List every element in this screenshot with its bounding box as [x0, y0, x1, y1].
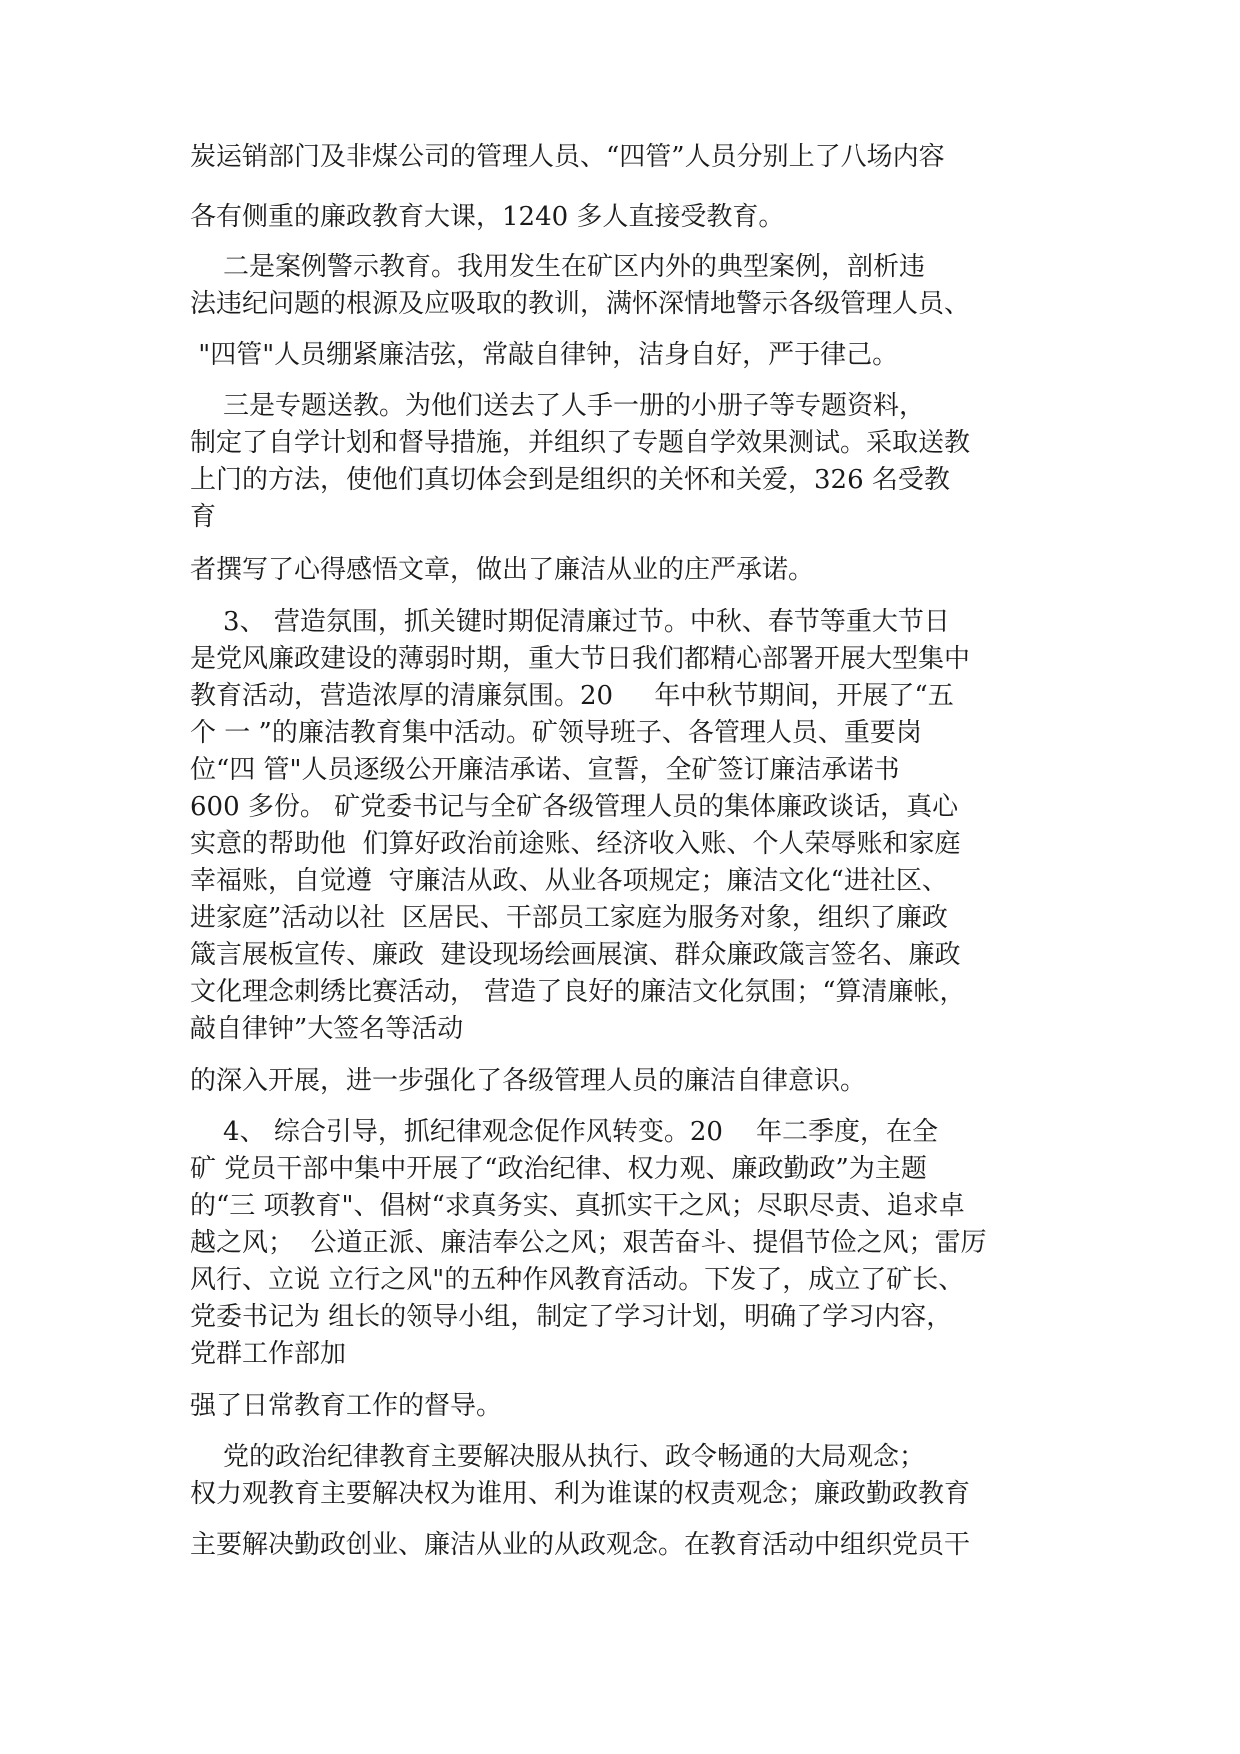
- text-line: 风行、立说 立行之风"的五种作风教育活动。下发了，成立了矿长、: [190, 1265, 965, 1295]
- text-line: 党委书记为 组长的领导小组，制定了学习计划，明确了学习内容，: [190, 1302, 953, 1332]
- text-line: 实意的帮助他 们算好政治前途账、经济收入账、个人荣辱账和家庭: [190, 829, 961, 859]
- text-line: 法违纪问题的根源及应吸取的教训，满怀深情地警示各级管理人员、: [190, 289, 971, 319]
- text-line: 育: [190, 502, 217, 532]
- text-line: 权力观教育主要解决权为谁用、利为谁谋的权责观念；廉政勤政教育: [190, 1479, 971, 1509]
- text-line: 的“三 项教育"、倡树“求真务实、真抓实干之风；尽职尽责、追求卓: [190, 1191, 965, 1221]
- text-line: 者撰写了心得感悟文章，做出了廉洁从业的庄严承诺。: [190, 555, 815, 585]
- text-line: 600 多份。 矿党委书记与全矿各级管理人员的集体廉政谈话，真心: [190, 792, 959, 822]
- text-line: 4、 综合引导，抓纪律观念促作风转变。20 年二季度，在全: [190, 1117, 939, 1147]
- text-line: 矿 党员干部中集中开展了“政治纪律、权力观、廉政勤政”为主题: [190, 1154, 927, 1184]
- text-line: 个 一 ”的廉洁教育集中活动。矿领导班子、各管理人员、重要岗: [190, 718, 922, 748]
- text-line: 各有侧重的廉政教育大课，1240 多人直接受教育。: [190, 202, 785, 232]
- text-line: 教育活动，营造浓厚的清廉氛围。20 年中秋节期间，开展了“五: [190, 681, 954, 711]
- text-line: 的深入开展，进一步强化了各级管理人员的廉洁自律意识。: [190, 1066, 867, 1096]
- text-line: 敲自律钟”大签名等活动: [190, 1014, 464, 1044]
- text-line: 箴言展板宣传、廉政 建设现场绘画展演、群众廉政箴言签名、廉政: [190, 940, 961, 970]
- text-line: 越之风； 公道正派、廉洁奉公之风；艰苦奋斗、提倡节俭之风；雷厉: [190, 1228, 987, 1258]
- text-line: 党群工作部加: [190, 1339, 347, 1369]
- text-line: 3、 营造氛围，抓关键时期促清廉过节。中秋、春节等重大节日: [190, 607, 950, 637]
- text-line: 主要解决勤政创业、廉洁从业的从政观念。在教育活动中组织党员干: [190, 1530, 971, 1560]
- text-line: 是党风廉政建设的薄弱时期，重大节日我们都精心部署开展大型集中: [190, 644, 971, 674]
- text-line: 党的政治纪律教育主要解决服从执行、政令畅通的大局观念；: [190, 1442, 926, 1472]
- text-line: 进家庭”活动以社 区居民、干部员工家庭为服务对象，组织了廉政: [190, 903, 948, 933]
- text-line: 强了日常教育工作的督导。: [190, 1391, 503, 1421]
- text-line: 位“四 管"人员逐级公开廉洁承诺、宣誓，全矿签订廉洁承诺书: [190, 755, 900, 785]
- text-line: 制定了自学计划和督导措施，并组织了专题自学效果测试。采取送教: [190, 428, 971, 458]
- text-line: 二是案例警示教育。我用发生在矿区内外的典型案例，剖析违: [190, 252, 926, 282]
- text-line: 幸福账，自觉遵 守廉洁从政、从业各项规定；廉洁文化“进社区、: [190, 866, 948, 896]
- text-line: 三是专题送教。为他们送去了人手一册的小册子等专题资料，: [190, 391, 926, 421]
- text-line: 文化理念刺绣比赛活动， 营造了良好的廉洁文化氛围；“算清廉帐，: [190, 977, 966, 1007]
- text-line: 上门的方法，使他们真切体会到是组织的关怀和关爱，326 名受教: [190, 465, 950, 495]
- text-line: "四管"人员绷紧廉洁弦，常敲自律钟，洁身自好，严于律己。: [190, 340, 899, 370]
- text-line: 炭运销部门及非煤公司的管理人员、“四管”人员分别上了八场内容: [190, 142, 945, 172]
